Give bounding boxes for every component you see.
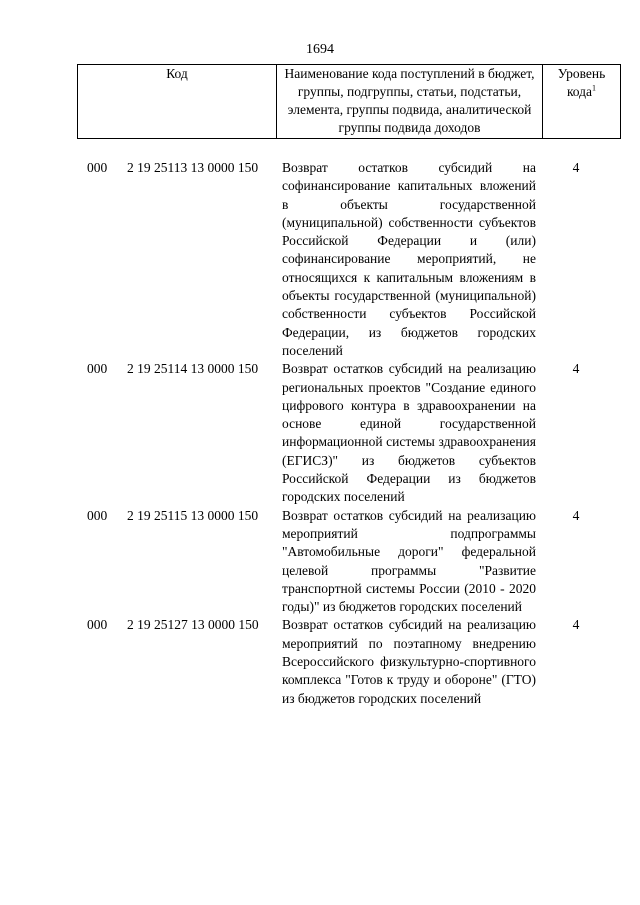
admin-code: 000 (87, 507, 108, 523)
header-level (543, 65, 621, 139)
code-level: 4 (572, 160, 580, 175)
code-level: 4 (572, 507, 580, 523)
revenue-name: Возврат остатков субсидий на реализацию мероприятий подпрограммы "Автомобильные дороги" федеральной целевой программы "Развитие транспортной системы России (2010 - 2020 годы)" из бюджетов городских поселений (282, 507, 536, 615)
revenue-code: 2 19 25127 13 0000 150 (127, 617, 259, 633)
footnote-mark: 1 (592, 83, 597, 93)
admin-code: 000 (87, 617, 108, 633)
header-name-label: Наименование кода поступлений в бюджет, группы, подгруппы, статьи, подстатьи, элемента, группы подвида, аналитической группы подвида доходов (284, 66, 535, 135)
column-header-table (77, 64, 621, 139)
header-code-label: Код (166, 66, 188, 81)
revenue-name: Возврат остатков субсидий на реализацию региональных проектов "Создание единого цифрового контура в здравоохранении на основе единой государственной информационной системы здравоохранения (ЕГИСЗ)" из бюджетов субъектов Российской Федерации из бюджетов городских поселений (282, 361, 536, 505)
page-number: 1694 (306, 42, 334, 57)
revenue-code: 2 19 25115 13 0000 150 (127, 507, 259, 523)
table-row (0, 360, 640, 506)
revenue-code: 2 19 25114 13 0000 150 (127, 361, 259, 377)
code-list (0, 159, 640, 708)
code-level: 4 (572, 361, 580, 377)
table-row (0, 616, 640, 707)
code-level: 4 (572, 617, 580, 633)
header-level-label: Уровень кода (557, 66, 606, 99)
admin-code: 000 (87, 160, 108, 175)
table-row (0, 159, 640, 360)
revenue-name: Возврат остатков субсидий на софинансирование капитальных вложений в объекты государственной (муниципальной) собственности субъектов Российской Федерации и (или) софинансирование мероприятий, не относящихся к капитальным вложениям в объекты государственной (муниципальной) собственности субъектов Российской Федерации, из бюджетов городских поселений (282, 160, 536, 358)
revenue-name: Возврат остатков субсидий на реализацию мероприятий по поэтапному внедрению Всероссийского физкультурно-спортивного комплекса "Готов к труду и обороне" (ГТО) из бюджетов городских поселений (282, 617, 536, 706)
table-row (0, 507, 640, 617)
admin-code: 000 (87, 361, 108, 377)
revenue-code: 2 19 25113 13 0000 150 (127, 160, 259, 175)
header-code (78, 65, 277, 139)
header-name (277, 65, 543, 139)
